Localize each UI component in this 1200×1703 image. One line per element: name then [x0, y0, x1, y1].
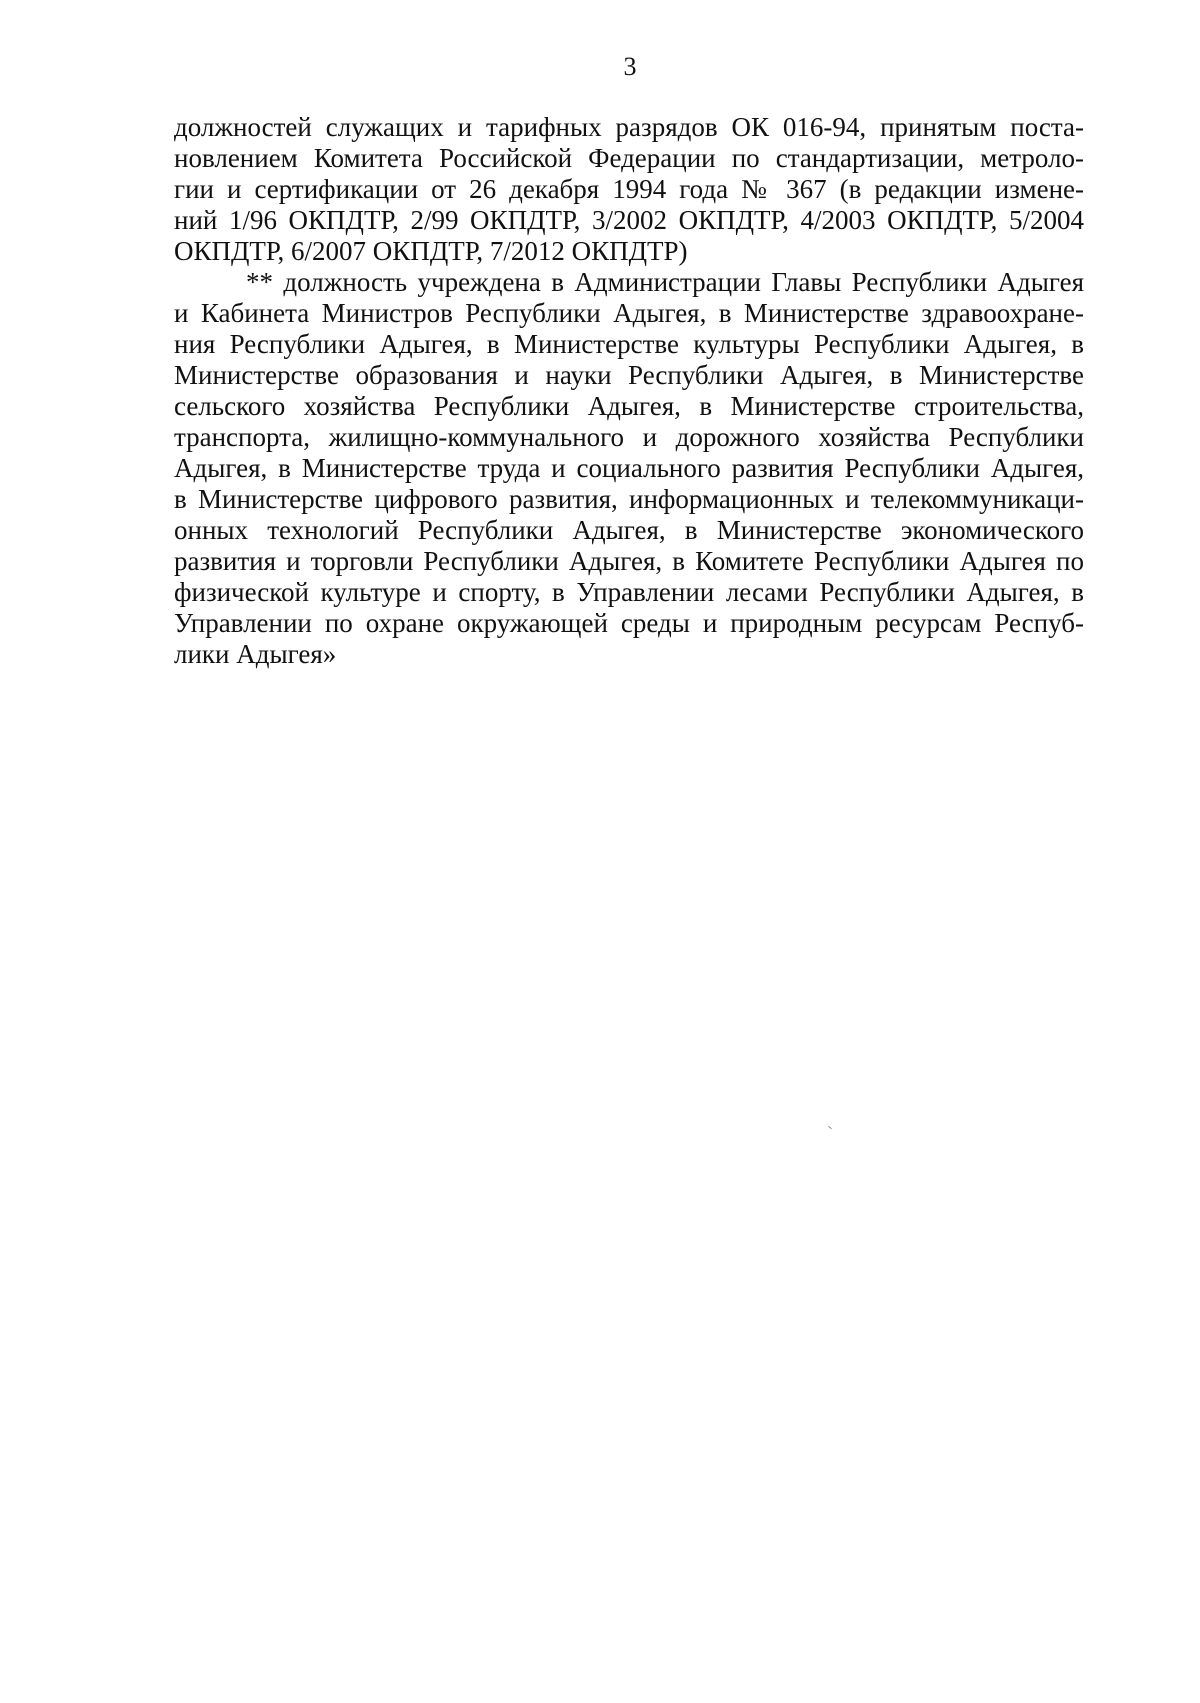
text-line: Министерстве образования и науки Республики Адыгея, в Министерстве: [174, 360, 1084, 390]
text-line: физической культуре и спорту, в Управлении лесами Республики Адыгея, в: [174, 577, 1084, 607]
scan-speck: [828, 1126, 832, 1129]
text-line: ОКПДТР, 6/2007 ОКПДТР, 7/2012 ОКПДТР): [174, 236, 688, 266]
text-line: сельского хозяйства Республики Адыгея, в Министерстве строительства,: [174, 391, 1084, 421]
page-number: 3: [623, 52, 637, 81]
text-line: и Кабинета Министров Республики Адыгея, в Министерстве здравоохране-: [174, 298, 1084, 328]
paragraph-okpdtr-reference: [174, 112, 1084, 267]
paragraph-footnote-double-asterisk: [174, 267, 1084, 670]
text-line: новлением Комитета Российской Федерации по стандартизации, метроло-: [174, 143, 1084, 173]
document-body: [174, 112, 1084, 670]
text-line: ния Республики Адыгея, в Министерстве культуры Республики Адыгея, в: [174, 329, 1084, 359]
text-line: развития и торговли Республики Адыгея, в Комитете Республики Адыгея по: [174, 546, 1084, 576]
text-line: гии и сертификации от 26 декабря 1994 года № 367 (в редакции измене-: [174, 174, 1084, 204]
text-line: онных технологий Республики Адыгея, в Министерстве экономического: [174, 515, 1084, 545]
text-line: должностей служащих и тарифных разрядов ОК 016-94, принятым поста-: [174, 112, 1084, 142]
text-line: ** должность учреждена в Администрации Главы Республики Адыгея: [246, 267, 1084, 297]
text-line: Адыгея, в Министерстве труда и социального развития Республики Адыгея,: [174, 453, 1084, 483]
text-line: ний 1/96 ОКПДТР, 2/99 ОКПДТР, 3/2002 ОКПДТР, 4/2003 ОКПДТР, 5/2004: [174, 205, 1084, 235]
text-line: Управлении по охране окружающей среды и природным ресурсам Респуб-: [174, 608, 1084, 638]
text-line: транспорта, жилищно-коммунального и дорожного хозяйства Республики: [174, 422, 1084, 452]
text-line: в Министерстве цифрового развития, информационных и телекоммуникаци-: [174, 484, 1084, 514]
text-line: лики Адыгея»: [174, 639, 337, 669]
